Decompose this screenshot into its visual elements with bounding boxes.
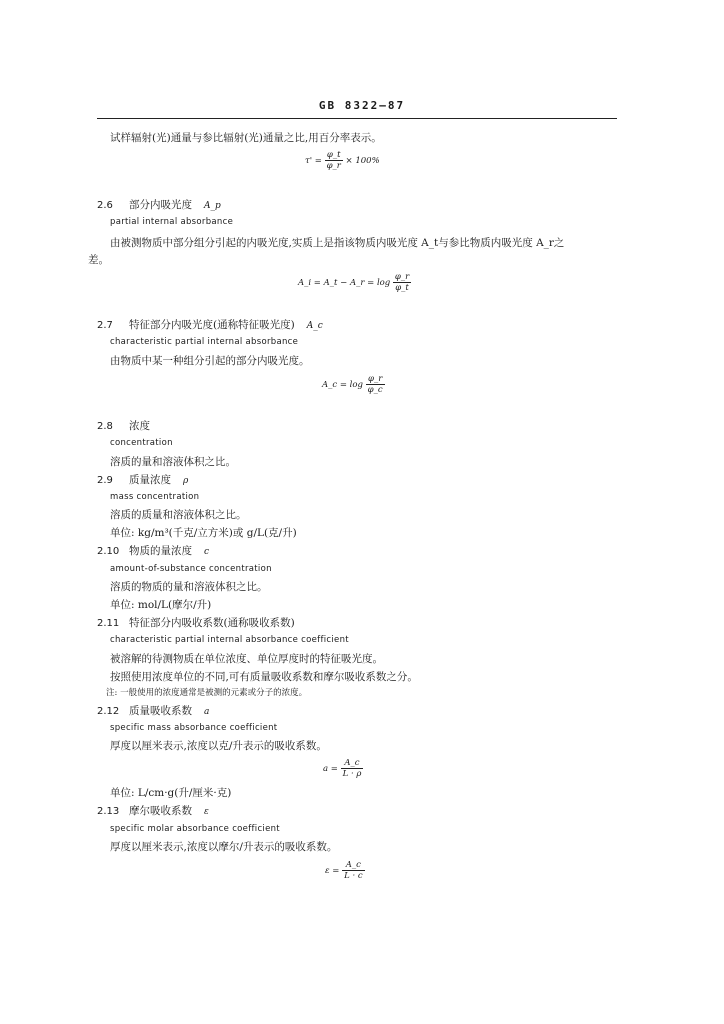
section-symbol: c [204, 547, 210, 557]
section-number: 2.12 [97, 706, 120, 717]
definition-text: 被溶解的待测物质在单位浓度、单位厚度时的特征吸光度。 [110, 653, 383, 665]
english-term: specific molar absorbance coefficient [110, 824, 280, 834]
section-symbol: A_c [306, 321, 323, 331]
formula-lhs: A_i = A_t − A_r = log [298, 278, 391, 288]
section-title: 摩尔吸收系数 [129, 805, 192, 817]
definition-text: 由被测物质中部分组分引起的内吸光度,实质上是指该物质内吸光度 A_t与参比物质内吸光度 A_r之 [110, 237, 565, 249]
intro-line: 试样辐射(光)通量与参比辐射(光)通量之比,用百分率表示。 [110, 132, 382, 144]
section-number: 2.10 [97, 546, 120, 557]
header-rule [97, 118, 617, 119]
standard-header: GB 8322—87 [318, 99, 406, 112]
formula-lhs: τ' = [305, 156, 322, 166]
section-symbol: A_p [204, 201, 221, 211]
formula-transmittance [305, 150, 380, 171]
section-heading-2-8 [97, 419, 150, 434]
section-heading-2-11 [97, 616, 295, 631]
section-heading-2-9 [97, 473, 188, 488]
unit-text: 单位: mol/L(摩尔/升) [110, 599, 212, 611]
definition-text: 厚度以厘米表示,浓度以摩尔/升表示的吸收系数。 [110, 841, 338, 853]
english-term: mass concentration [110, 492, 200, 502]
definition-text-2: 按照使用浓度单位的不同,可有质量吸收系数和摩尔吸收系数之分。 [110, 671, 418, 683]
section-number: 2.6 [97, 200, 113, 211]
section-title: 部分内吸光度 [129, 199, 192, 211]
section-title: 浓度 [129, 420, 150, 432]
note-text: 注: 一般使用的浓度通常是被测的元素或分子的浓度。 [106, 688, 308, 698]
definition-text: 溶质的量和溶液体积之比。 [110, 456, 236, 468]
english-term: partial internal absorbance [110, 217, 234, 227]
english-term: amount-of-substance concentration [110, 564, 272, 574]
formula-den: φ_t [395, 283, 409, 293]
section-number: 2.9 [97, 475, 113, 486]
formula-den: L · c [344, 871, 363, 881]
section-heading-2-6 [97, 198, 221, 213]
english-term: specific mass absorbance coefficient [110, 723, 278, 733]
section-number: 2.8 [97, 421, 113, 432]
unit-text: 单位: L/cm·g(升/厘米·克) [110, 787, 232, 799]
section-symbol: ρ [183, 476, 189, 486]
english-term: concentration [110, 438, 173, 448]
formula-lhs: a = [323, 764, 338, 774]
section-symbol: ε [204, 807, 209, 817]
section-number: 2.13 [97, 806, 120, 817]
section-heading-2-13 [97, 804, 209, 819]
formula-lhs: A_c = log [322, 380, 363, 390]
definition-text: 溶质的物质的量和溶液体积之比。 [110, 581, 268, 593]
section-title: 特征部分内吸光度(通称特征吸光度) [129, 319, 295, 331]
formula-num: A_c [341, 758, 364, 769]
formula-den: φ_c [367, 385, 383, 395]
formula-tail: × 100% [345, 156, 380, 166]
section-heading-2-12 [97, 704, 209, 719]
english-term: characteristic partial internal absorbance coefficient [110, 635, 349, 645]
section-number: 2.11 [97, 618, 120, 629]
formula-partial [298, 272, 411, 293]
formula-char [322, 374, 385, 395]
definition-text: 厚度以厘米表示,浓度以克/升表示的吸收系数。 [110, 740, 327, 752]
section-title: 质量浓度 [129, 474, 171, 486]
formula-num: φ_t [325, 150, 343, 161]
formula-num: A_c [342, 860, 365, 871]
definition-text: 由物质中某一种组分引起的部分内吸光度。 [110, 355, 310, 367]
formula-den: φ_r [326, 161, 341, 171]
formula-lhs: ε = [325, 866, 340, 876]
section-title: 特征部分内吸收系数(通称吸收系数) [129, 617, 295, 629]
section-symbol: a [204, 707, 210, 717]
section-title: 物质的量浓度 [129, 545, 192, 557]
formula-num: φ_r [394, 272, 410, 282]
section-heading-2-10 [97, 544, 209, 559]
section-number: 2.7 [97, 320, 113, 331]
section-heading-2-7 [97, 318, 323, 333]
definition-text: 溶质的质量和溶液体积之比。 [110, 509, 247, 521]
definition-text-cont: 差。 [88, 254, 109, 266]
formula-num: φ_r [366, 374, 385, 385]
formula-den: L · ρ [342, 769, 362, 779]
formula-molar [325, 860, 365, 881]
english-term: characteristic partial internal absorbance [110, 337, 299, 347]
section-title: 质量吸收系数 [129, 705, 192, 717]
formula-mass [323, 758, 363, 779]
unit-text: 单位: kg/m³(千克/立方米)或 g/L(克/升) [110, 527, 297, 539]
